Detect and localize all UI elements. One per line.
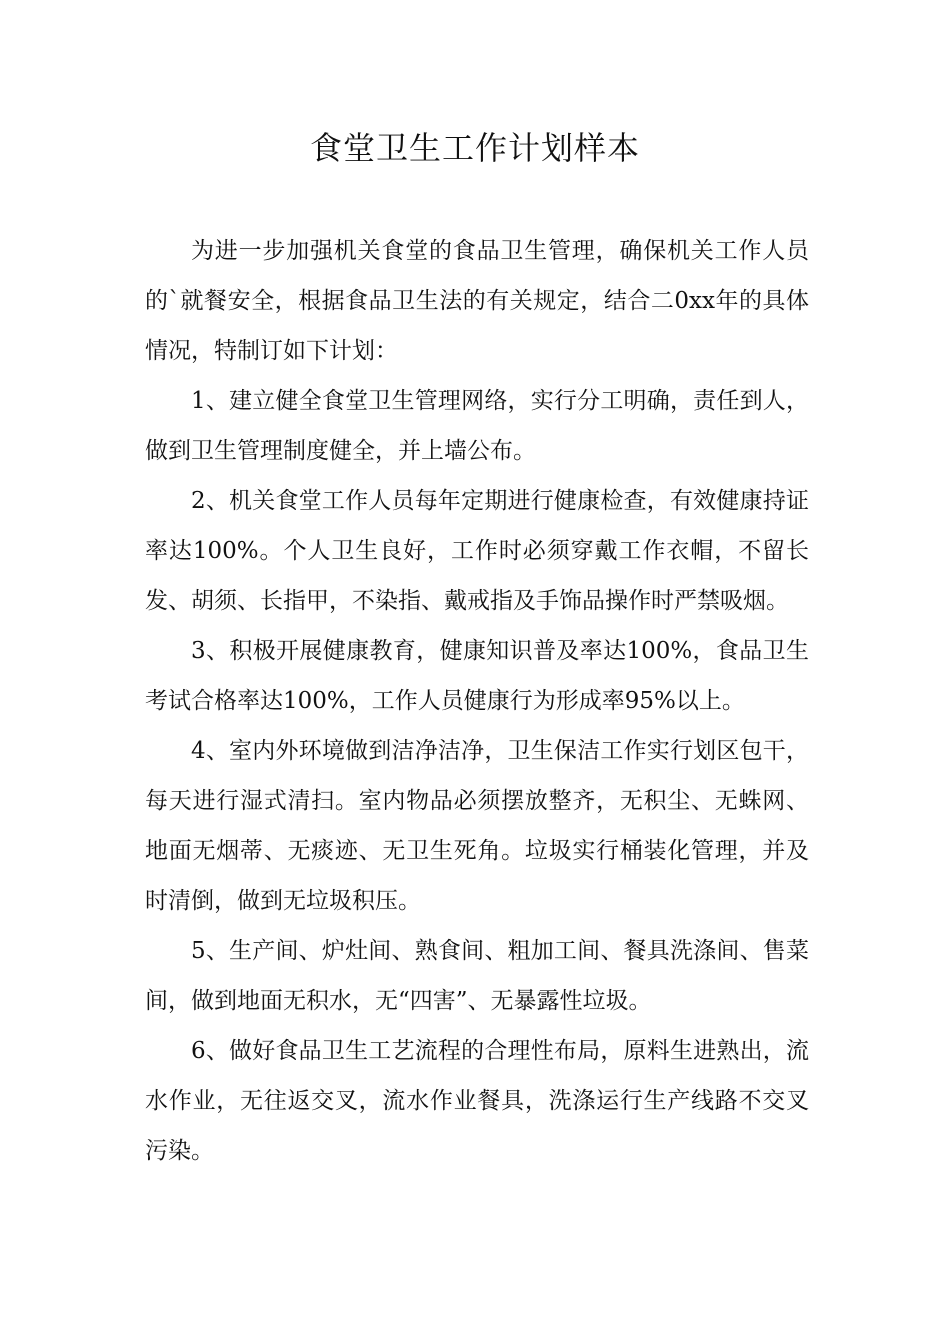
item-5-paragraph: 5、生产间、炉灶间、熟食间、粗加工间、餐具洗涤间、售菜间，做到地面无积水，无“四害”、无暴露性垃圾。 — [145, 938, 809, 1014]
item-1-paragraph: 1、建立健全食堂卫生管理网络，实行分工明确，责任到人，做到卫生管理制度健全，并上墙公布。 — [145, 388, 809, 464]
item-2-paragraph: 2、机关食堂工作人员每年定期进行健康检查，有效健康持证率达100%。个人卫生良好，工作时必须穿戴工作衣帽，不留长发、胡须、长指甲，不染指、戴戒指及手饰品操作时严禁吸烟。 — [145, 488, 809, 614]
item-3-paragraph: 3、积极开展健康教育，健康知识普及率达100%，食品卫生考试合格率达100%，工作人员健康行为形成率95%以上。 — [145, 638, 809, 714]
document-title: 食堂卫生工作计划样本 — [309, 129, 640, 167]
item-4-paragraph: 4、室内外环境做到洁净洁净，卫生保洁工作实行划区包干，每天进行湿式清扫。室内物品必须摆放整齐，无积尘、无蛛网、地面无烟蒂、无痰迹、无卫生死角。垃圾实行桶装化管理，并及时清倒，做到无垃圾积压。 — [145, 738, 809, 914]
document-body — [145, 226, 809, 1176]
item-6-paragraph: 6、做好食品卫生工艺流程的合理性布局，原料生进熟出，流水作业，无往返交叉，流水作业餐具，洗涤运行生产线路不交叉污染。 — [145, 1038, 809, 1164]
intro-paragraph: 为进一步加强机关食堂的食品卫生管理，确保机关工作人员的`就餐安全，根据食品卫生法的有关规定，结合二0xx年的具体情况，特制订如下计划： — [145, 238, 809, 364]
